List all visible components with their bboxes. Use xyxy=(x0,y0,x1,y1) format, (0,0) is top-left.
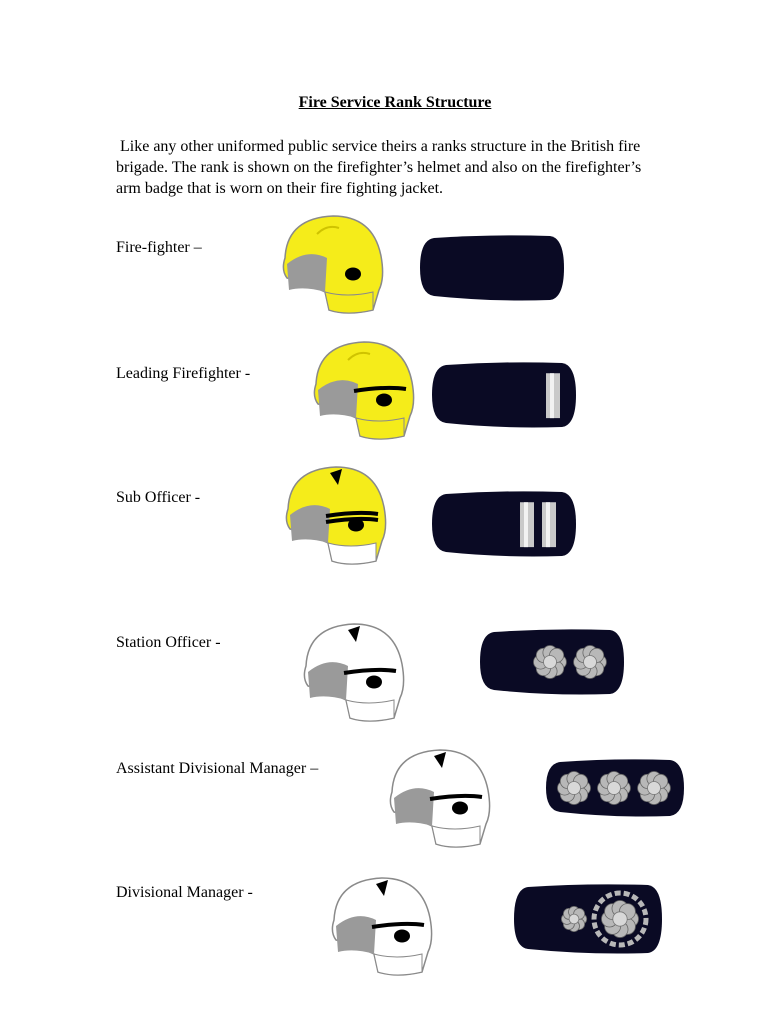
helmet-icon-sub-officer xyxy=(280,463,390,567)
page-title: Fire Service Rank Structure xyxy=(298,94,492,111)
rank-label-divisional-manager: Divisional Manager - xyxy=(116,884,253,901)
arm-badge-station-officer xyxy=(480,628,624,696)
rank-label-station-officer: Station Officer - xyxy=(116,634,221,651)
intro-paragraph: Like any other uniformed public service theirs a ranks structure in the British fire brigade. The rank is shown on the firefighter’s helmet and also on the firefighter’s arm badge that is worn on their fire fighting jacket. xyxy=(116,138,642,197)
helmet-icon-divisional-manager xyxy=(326,874,436,978)
rank-label-assistant-divisional-manager: Assistant Divisional Manager – xyxy=(116,760,319,777)
helmet-icon-leading-firefighter xyxy=(308,338,418,442)
helmet-icon-assistant-divisional-manager xyxy=(384,746,494,850)
arm-badge-sub-officer xyxy=(432,490,576,558)
arm-badge-firefighter xyxy=(420,234,564,302)
rank-label-sub-officer: Sub Officer - xyxy=(116,489,201,506)
rank-label-leading-firefighter: Leading Firefighter - xyxy=(116,365,251,382)
arm-badge-leading-firefighter xyxy=(432,361,576,429)
arm-badge-assistant-divisional-manager xyxy=(546,758,684,818)
helmet-icon-station-officer xyxy=(298,620,408,724)
rank-label-firefighter: Fire-fighter – xyxy=(116,239,202,256)
helmet-icon-firefighter xyxy=(277,212,387,316)
arm-badge-divisional-manager xyxy=(514,883,662,955)
